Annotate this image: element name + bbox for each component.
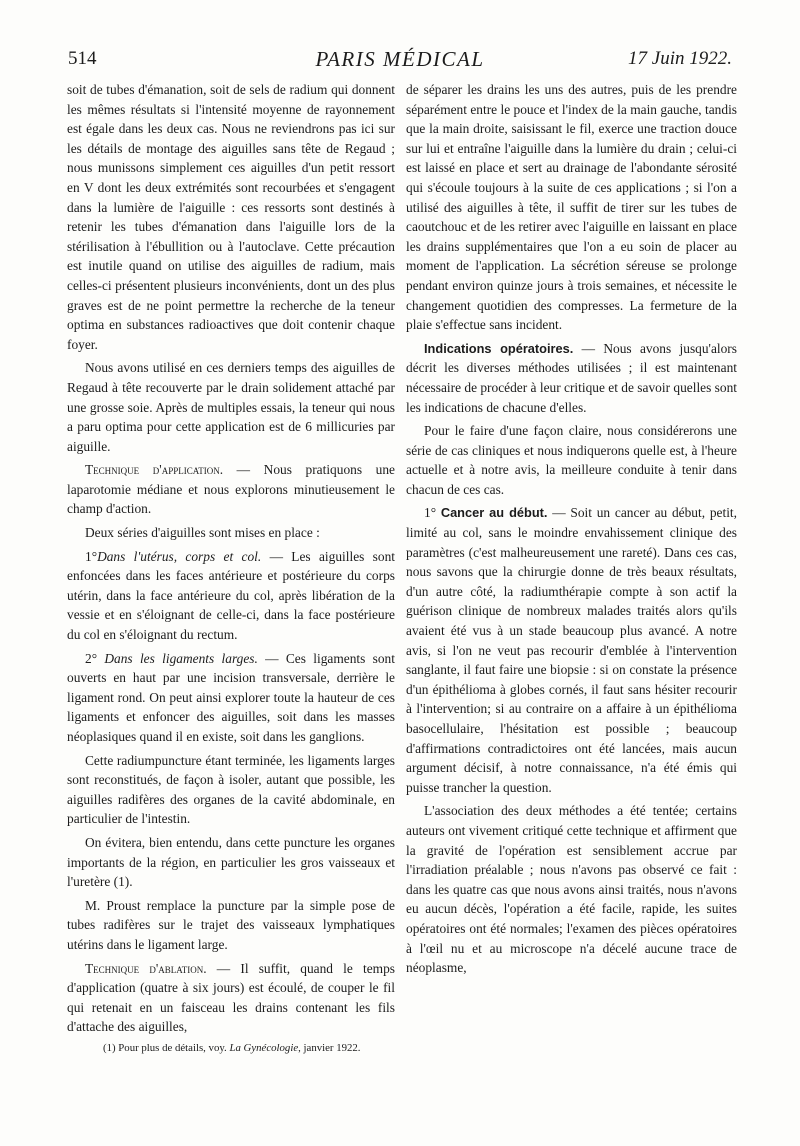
item-number: 2° [85,650,98,666]
paragraph: soit de tubes d'émanation, soit de sels de radium qui donnent les mêmes résultats si l'intensité moyenne de rayonnement est égale dans les deux cas. Nous ne reviendrons pas ici sur les détails de montage des aiguilles sans tête de Regaud ; nous munissons simplement ces aiguilles d'un petit ressort en V dont les deux extrémités sont recourbées et s'engagent dans la lumière de l'aiguille : ces ressorts sont destinés à retenir les tubes d'émanation dans l'aiguille lors de la stérilisation à l'ébullition ou à l'autoclave. Cette précaution est inutile quand on utilise des aiguilles de radium, mais celles-ci présentent plusieurs inconvénients, dont un des plus graves est de ne point permettre la recherche de la teneur optima en substances radioactives que doit contenir chaque foyer. [67,82,395,352]
paragraph-text: — Les aiguilles sont enfoncées dans les faces antérieure et postérieure du corps utérin, dans la face antérieure du col, après libération de la vessie et en s'éloignant de celle-ci, dans la face postérieure du col en s'éloignant du rectum. [67,548,396,643]
paragraph-text: — Ces ligaments sont ouverts en haut par une incision transversale, derrière le ligament rond. On peut ainsi explorer toute la hauteur de ces ligaments et enfoncer des aiguilles, soit dans les masses néoplasiques quand il en existe, soit dans les ganglions. [67,650,395,744]
item-number: 1° [424,505,437,521]
left-column [67,80,395,1060]
paragraph [67,649,395,747]
footnote-journal: La Gynécologie [229,1041,299,1054]
paragraph: Nous avons utilisé en ces derniers temps des aiguilles de Regaud à tête recouverte par le drain solidement attaché par une grosse soie. Après de multiples essais, la teneur qui nous a paru optima pour cette application est de 6 millicuries par aiguille. [67,360,395,454]
paragraph-text: — Il suffit, quand le temps d'application (quatre à six jours) est écoulé, de couper le fil qui retenait en un faisceau les drains contenant les fils d'attache des aiguilles, [67,960,395,1035]
paragraph [406,339,737,417]
paragraph: Deux séries d'aiguilles sont mises en place : [85,525,320,541]
item-heading: Cancer au début. [440,505,548,521]
paragraph [67,959,395,1037]
paragraph: Pour le faire d'une façon claire, nous considérerons une série de cas cliniques et nous indiquerons quelle est, à l'heure actuelle et à notre avis, la meilleure conduite à tenir dans chacun de ces cas. [406,423,737,497]
paragraph: On évitera, bien entendu, dans cette puncture les organes importants de la région, en particulier les gros vaisseaux et l'uretère (1). [67,834,395,890]
paragraph: M. Proust remplace la puncture par la simple pose de tubes radifères sur le trajet des vaisseaux lymphatiques utérins dans le ligament large. [67,897,395,952]
page-number: 514 [68,48,97,69]
right-column [406,80,737,982]
section-heading: Technique d'application. [85,462,224,478]
paragraph [67,460,395,519]
section-heading: Indications opératoires. [424,340,574,356]
issue-date: 17 Juin 1922. [628,48,732,69]
paragraph [406,503,737,797]
paragraph [67,547,395,645]
item-heading: Dans l'utérus, corps et col. [97,548,262,564]
paragraph-text: — Nous avons jusqu'alors décrit les diverses méthodes utilisées ; il est maintenant nécessaire de procéder à leur critique et de savoir quelles sont les indications de chacune d'elles. [406,340,737,415]
journal-title: PARIS MÉDICAL [315,47,485,71]
paragraph-text: — Nous pratiquons une laparotomie médiane et nous explorons minutieusement le champ d'action. [67,462,395,517]
paragraph-text: — Soit un cancer au début, petit, limité au col, sans le moindre envahissement clinique des paramètres (c'est malheureusement une rareté). Dans ces cas, nous savons que la chirurgie donne de très beaux résultats, d'un autre côté, la radiumthérapie compte à son actif la guérison clinique de nombreux malades traités alors qu'ils avaient été vus à un stade beaucoup plus avancé. A notre avis, si l'on ne veut pas recourir d'emblée à l'intervention sanglante, il faut faire une biopsie : si on constate la présence d'un épithélioma à globes cornés, il faut sans hésiter recourir à l'intervention; si au contraire on a affaire à un épithélioma basocellulaire, l'hésitation est possible ; beaucoup d'affirmations contradictoires ont été lancées, mais aucun argument décisif, à notre connaissance, n'a été émis qui puisse trancher la question. [406,505,737,795]
paragraph: Cette radiumpuncture étant terminée, les ligaments larges sont reconstitués, de façon à isoler, autant que possible, les aiguilles radifères des organes de la cavité abdominale, en particulier de l'intestin. [67,752,395,827]
footnote-text: (1) Pour plus de détails, voy. [103,1041,230,1054]
item-heading: Dans les ligaments larges. [104,650,258,666]
item-number: 1° [85,548,98,564]
footnote-text: , janvier 1922. [298,1041,361,1054]
section-heading: Technique d'ablation. [85,960,207,976]
paragraph: de séparer les drains les uns des autres, puis de les prendre séparément entre le pouce et l'index de la main gauche, tandis que la main droite, saisissant le fil, exerce une traction douce sur lui et entraîne l'aiguille dans la lumière du drain ; celui-ci est laissé en place et sert au drainage de l'abondante sérosité qui s'écoule toujours à la suite de ces applications ; si l'on a utilisé des aiguilles à tête, il suffit de tirer sur les tubes de caoutchouc et de les retirer avec l'aiguille en laissant en place les drains supplémentaires que l'on a eu soin de placer au moment de l'application. La sécrétion séreuse se prolonge pendant environ quinze jours à trois semaines, et nécessite le changement quotidien des compresses. La fermeture de la plaie s'effectue sans incident. [406,82,737,333]
footnote [67,1041,395,1056]
paragraph: L'association des deux méthodes a été tentée; certains auteurs ont vivement critiqué cette technique et affirment que la gravité de l'opération est sensiblement accrue par l'irradiation préalable ; nous n'avons pas observé ce fait : dans les quatre cas que nous avons ainsi traités, nous n'avons eu aucun décès, l'opération a été facile, rapide, les suites opératoires ont été normales; l'examen des pièces opératoires à l'œil nu et au microscope n'a décelé aucune trace de néoplasme, [406,803,737,976]
